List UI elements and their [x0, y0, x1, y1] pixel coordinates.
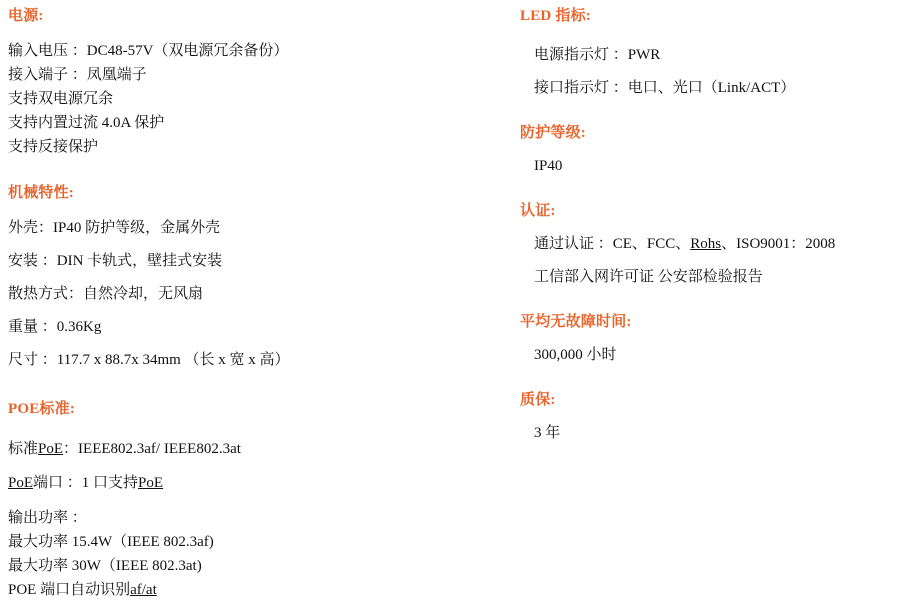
section-mtbf	[520, 310, 890, 372]
power-line-3: 支持双电源冗余	[8, 91, 114, 107]
mechanical-line-4: 重量 ：0.36Kg	[8, 319, 102, 335]
mechanical-line-3: 散热方式：自然冷却，无风扇	[8, 286, 204, 302]
section-protection	[520, 121, 890, 183]
certification-rohs: Rohs	[690, 236, 722, 252]
power-line-5: 支持反接保护	[8, 139, 99, 155]
section-warranty-body	[520, 417, 890, 450]
power-line-2: 接入端子 ：凤凰端子	[8, 67, 147, 83]
section-protection-body	[520, 150, 890, 183]
poe-port-mid: 端口 ：1 口支持	[33, 475, 139, 491]
section-power	[8, 4, 478, 159]
poe-standard-term: PoE	[38, 441, 64, 457]
led-line-1: 电源指示灯 ：PWR	[534, 47, 661, 63]
power-line-4: 支持内置过流 4.0A 保护	[8, 115, 165, 131]
poe-port-line	[8, 466, 478, 500]
poe-port-term: PoE	[8, 475, 34, 491]
section-warranty-heading: 质保:	[520, 392, 556, 408]
poe-output-block	[8, 506, 478, 602]
certification-line-1	[534, 228, 890, 261]
led-line-2: 接口指示灯 ：电口、光口（Link/ACT）	[534, 80, 796, 96]
section-led-heading: LED 指标:	[520, 8, 591, 24]
section-mechanical-heading: 机械特性:	[8, 185, 74, 201]
poe-auto-detect	[8, 578, 478, 602]
poe-auto-detect-prefix: POE 端口自动识别	[8, 582, 131, 598]
poe-output-af: 最大功率 15.4W（IEEE 802.3af)	[8, 534, 214, 550]
section-poe	[8, 397, 478, 602]
section-poe-body	[8, 432, 478, 602]
section-mechanical-body	[8, 212, 478, 377]
section-certification-body	[520, 228, 890, 294]
section-certification-heading: 认证:	[520, 203, 556, 219]
poe-standard-prefix: 标准	[8, 441, 39, 457]
power-line-1: 输入电压 ：DC48-57V（双电源冗余备份）	[8, 43, 289, 59]
mechanical-line-2: 安装 ：DIN 卡轨式，壁挂式安装	[8, 253, 223, 269]
section-certification	[520, 199, 890, 294]
poe-output-label: 输出功率 ：	[8, 510, 87, 526]
section-power-body	[8, 39, 478, 159]
certification-suffix: 、ISO9001：2008	[721, 236, 836, 252]
poe-standard-line	[8, 432, 478, 466]
section-power-heading: 电源:	[8, 8, 44, 24]
section-mtbf-heading: 平均无故障时间:	[520, 314, 632, 330]
mechanical-line-5: 尺寸 ：117.7 x 88.7x 34mm （长 x 宽 x 高）	[8, 352, 290, 368]
section-poe-heading: POE标准:	[8, 401, 76, 417]
poe-standard-suffix: ：IEEE802.3af/ IEEE802.3at	[63, 441, 241, 457]
section-protection-heading: 防护等级:	[520, 125, 586, 141]
section-led-body	[520, 39, 890, 105]
section-led	[520, 4, 890, 105]
section-mechanical	[8, 181, 478, 377]
poe-output-at: 最大功率 30W（IEEE 802.3at)	[8, 558, 202, 574]
left-column	[8, 0, 478, 602]
certification-line-2: 工信部入网许可证 公安部检验报告	[534, 269, 763, 285]
right-column	[520, 0, 890, 450]
mechanical-line-1: 外壳：IP40 防护等级，金属外壳	[8, 220, 221, 236]
mtbf-line-1: 300,000 小时	[534, 347, 617, 363]
section-mtbf-body	[520, 339, 890, 372]
poe-port-term2: PoE	[138, 475, 164, 491]
poe-auto-detect-term: af/at	[130, 582, 157, 598]
warranty-line-1: 3 年	[534, 425, 561, 441]
certification-prefix: 通过认证 ：CE、FCC、	[534, 236, 691, 252]
protection-line-1: IP40	[534, 158, 563, 174]
section-warranty	[520, 388, 890, 450]
